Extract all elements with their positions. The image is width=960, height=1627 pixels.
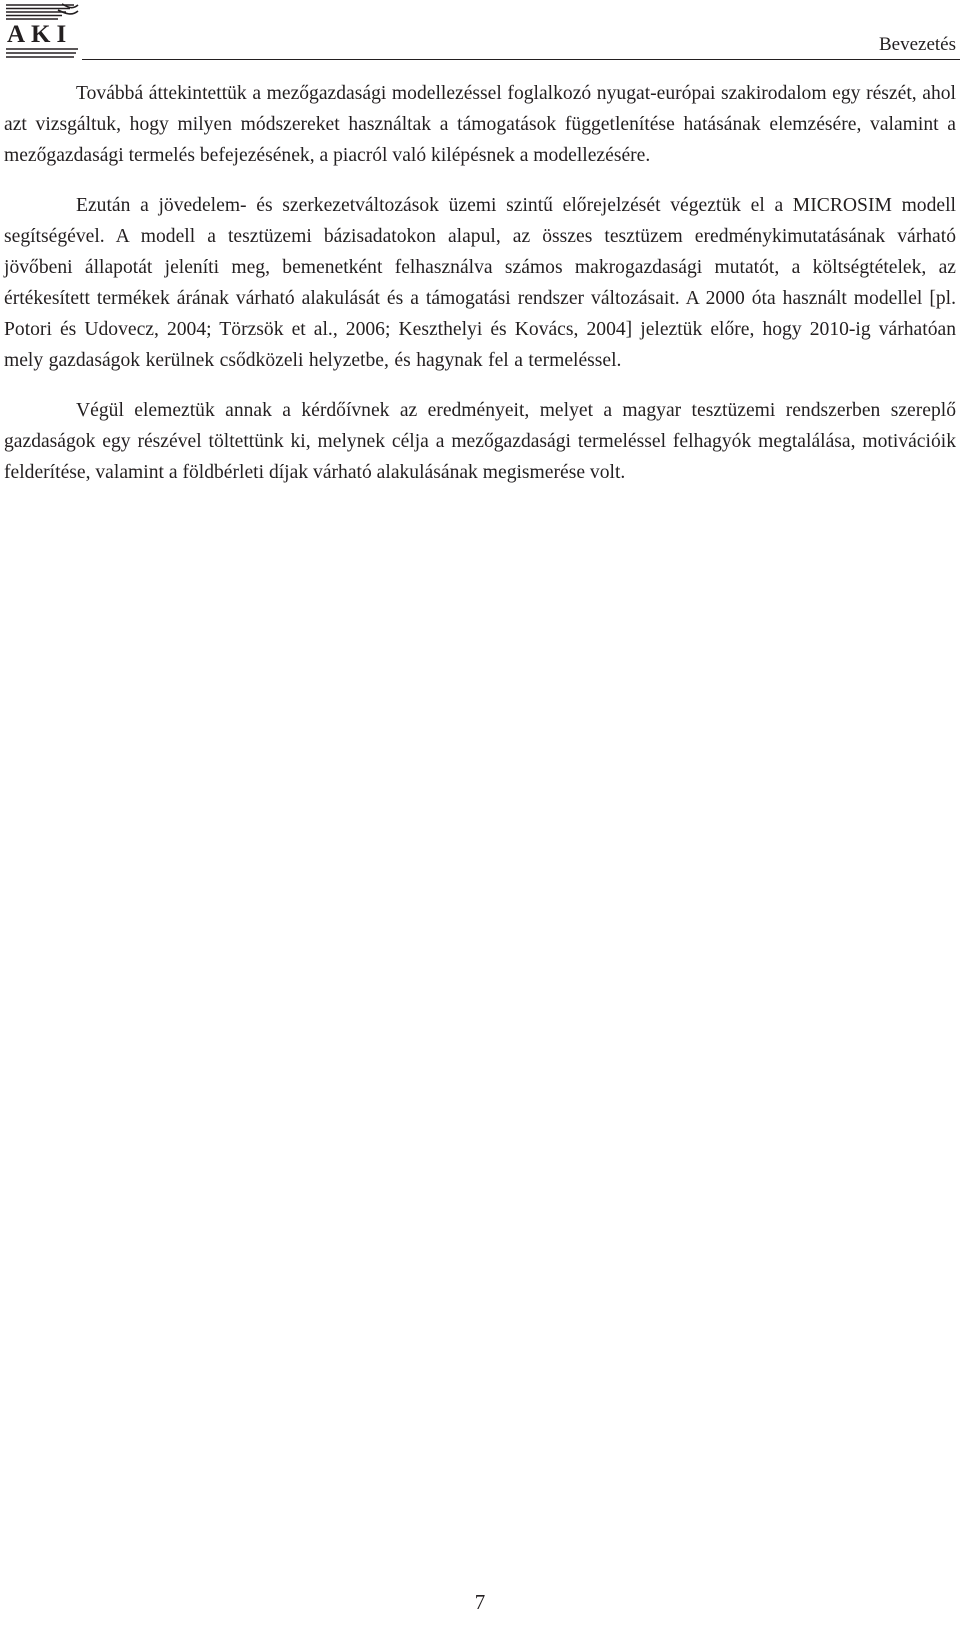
page-number: 7 — [474, 1590, 486, 1614]
paragraph-2: Ezután a jövedelem- és szerkezetváltozások üzemi szintű előrejelzését végeztük el a MICROSIM modell segítségével. A modell a tesztüzemi bázisadatokon alapul, az összes tesztüzem eredménykimutatásának várható jövőbeni állapotát jeleníti meg, bemenetként felhasználva számos makrogazdasági mutatót, a költségtételek, az értékesített termékek árának várható alakulását és a támogatási rendszer változásait. A 2000 óta használt modellel [pl. Potori és Udovecz, 2004; Törzsök et al., 2006; Keszthelyi és Kovács, 2004] jeleztük előre, hogy 2010-ig várhatóan mely gazdaságok kerülnek csődközeli helyzetbe, és hagynak fel a termeléssel. — [4, 195, 956, 371]
running-head: Bevezetés — [878, 34, 956, 55]
aki-logo — [4, 2, 80, 60]
body-text — [4, 78, 956, 507]
header-rule — [82, 59, 960, 60]
paragraph-3: Végül elemeztük annak a kérdőívnek az eredményeit, melyet a magyar tesztüzemi rendszerben szereplő gazdaságok egy részével töltettünk ki, melynek célja a mezőgazdasági termeléssel felhagyók megtalálása, motivációik felderítése, valamint a földbérleti díjak várható alakulásának megismerése volt. — [4, 400, 956, 483]
paragraph-1: Továbbá áttekintettük a mezőgazdasági modellezéssel foglalkozó nyugat-európai szakirodalom egy részét, ahol azt vizsgáltuk, hogy milyen módszereket használtak a támogatások függetlenítése hatásának elemzésére, valamint a mezőgazdasági termelés befejezésének, a piacról való kilépésnek a modellezésére. — [4, 83, 956, 166]
svg-text:AKI: AKI — [7, 21, 73, 48]
